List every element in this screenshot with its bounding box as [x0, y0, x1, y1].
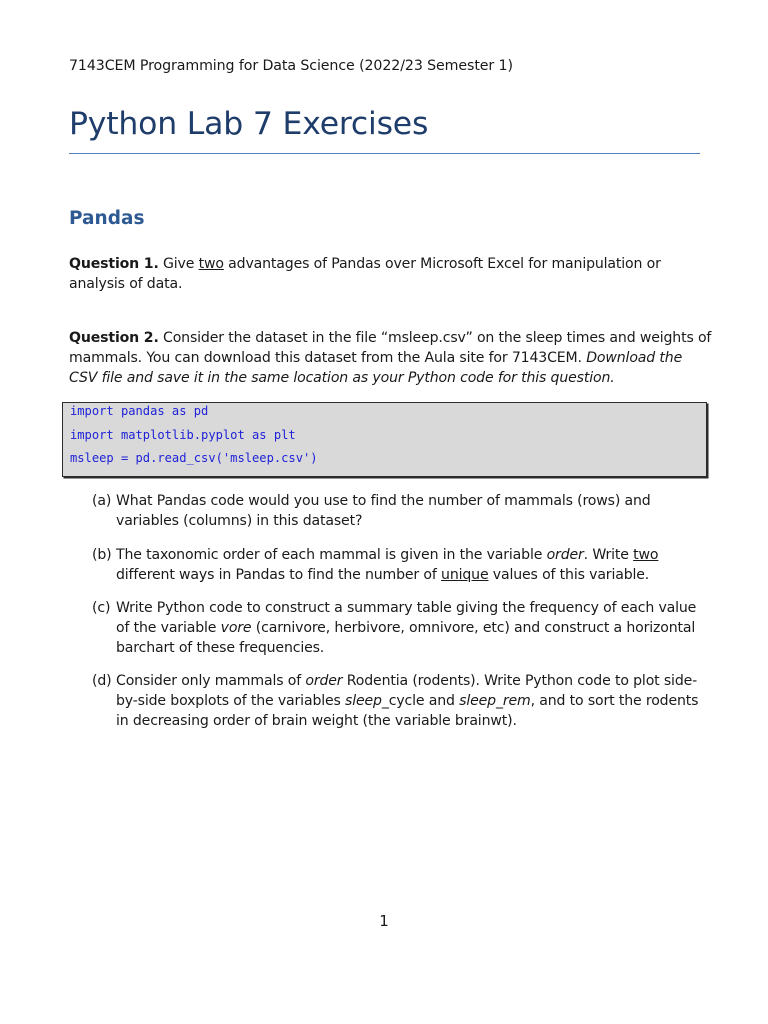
- list-item-label: (b): [92, 547, 112, 563]
- variable-name: order: [305, 673, 343, 689]
- question-2-italic: Download the CSV file and save it in the same location as your Python code for this question.: [69, 350, 683, 386]
- text-run: values of this variable.: [488, 567, 650, 583]
- text-run: different ways in Pandas to find the number of: [116, 567, 442, 583]
- list-item-text: [116, 671, 702, 731]
- list-item-text: What Pandas code would you use to find the number of mammals (rows) and variables (columns) in this dataset?: [116, 493, 651, 529]
- variable-name: vore: [220, 620, 252, 636]
- list-item-label: (d): [92, 673, 112, 689]
- text-run: . Write: [583, 547, 634, 563]
- question-2-label: Question 2.: [69, 330, 159, 346]
- page-title: Python Lab 7 Exercises: [69, 106, 429, 142]
- question-1: [69, 254, 714, 294]
- code-block: [62, 402, 707, 477]
- question-1-pre: Give: [163, 256, 199, 272]
- text-run: Consider only mammals of: [116, 673, 306, 689]
- list-item-text: [116, 598, 702, 658]
- course-header: 7143CEM Programming for Data Science (2022/23 Semester 1): [69, 58, 513, 74]
- question-2: [69, 328, 714, 388]
- text-run: , and to sort the rodents in decreasing order of brain weight (the variable brainwt).: [116, 693, 699, 729]
- code-line: import matplotlib.pyplot as plt: [70, 428, 296, 442]
- variable-name: sleep_: [345, 693, 389, 709]
- code-line: import pandas as pd: [70, 404, 209, 418]
- page-number: 1: [379, 912, 389, 930]
- code-line: msleep = pd.read_csv('msleep.csv'): [70, 451, 318, 465]
- variable-name: sleep_rem: [459, 693, 531, 709]
- text-run: cycle and: [388, 693, 460, 709]
- text-run: (carnivore, herbivore, omnivore, etc) and construct a horizontal barchart of these frequencies.: [116, 620, 696, 656]
- title-underline: [69, 153, 700, 154]
- variable-name: order: [546, 547, 584, 563]
- list-item-text: [116, 545, 702, 585]
- list-item-c: [92, 598, 702, 658]
- underlined-word: two: [633, 547, 659, 563]
- question-1-underline: two: [198, 256, 224, 272]
- list-item-b: [92, 545, 702, 585]
- list-item-a: [92, 491, 702, 531]
- question-1-post: advantages of Pandas over Microsoft Excel for manipulation or analysis of data.: [69, 256, 661, 292]
- text-run: Write Python code to construct a summary table giving the frequency of each value of the variable: [116, 600, 697, 636]
- section-heading: Pandas: [69, 208, 145, 229]
- question-1-label: Question 1.: [69, 256, 159, 272]
- text-run: Rodentia (rodents). Write Python code to plot side-by-side boxplots of the variables: [116, 673, 698, 709]
- list-item-label: (a): [92, 493, 112, 509]
- underlined-word: unique: [441, 567, 489, 583]
- list-item-d: [92, 671, 702, 731]
- list-item-label: (c): [92, 600, 111, 616]
- text-run: The taxonomic order of each mammal is given in the variable: [116, 547, 547, 563]
- question-2-text: Consider the dataset in the file “msleep.csv” on the sleep times and weights of mammals. You can download this dataset from the Aula site for 7143CEM.: [69, 330, 712, 366]
